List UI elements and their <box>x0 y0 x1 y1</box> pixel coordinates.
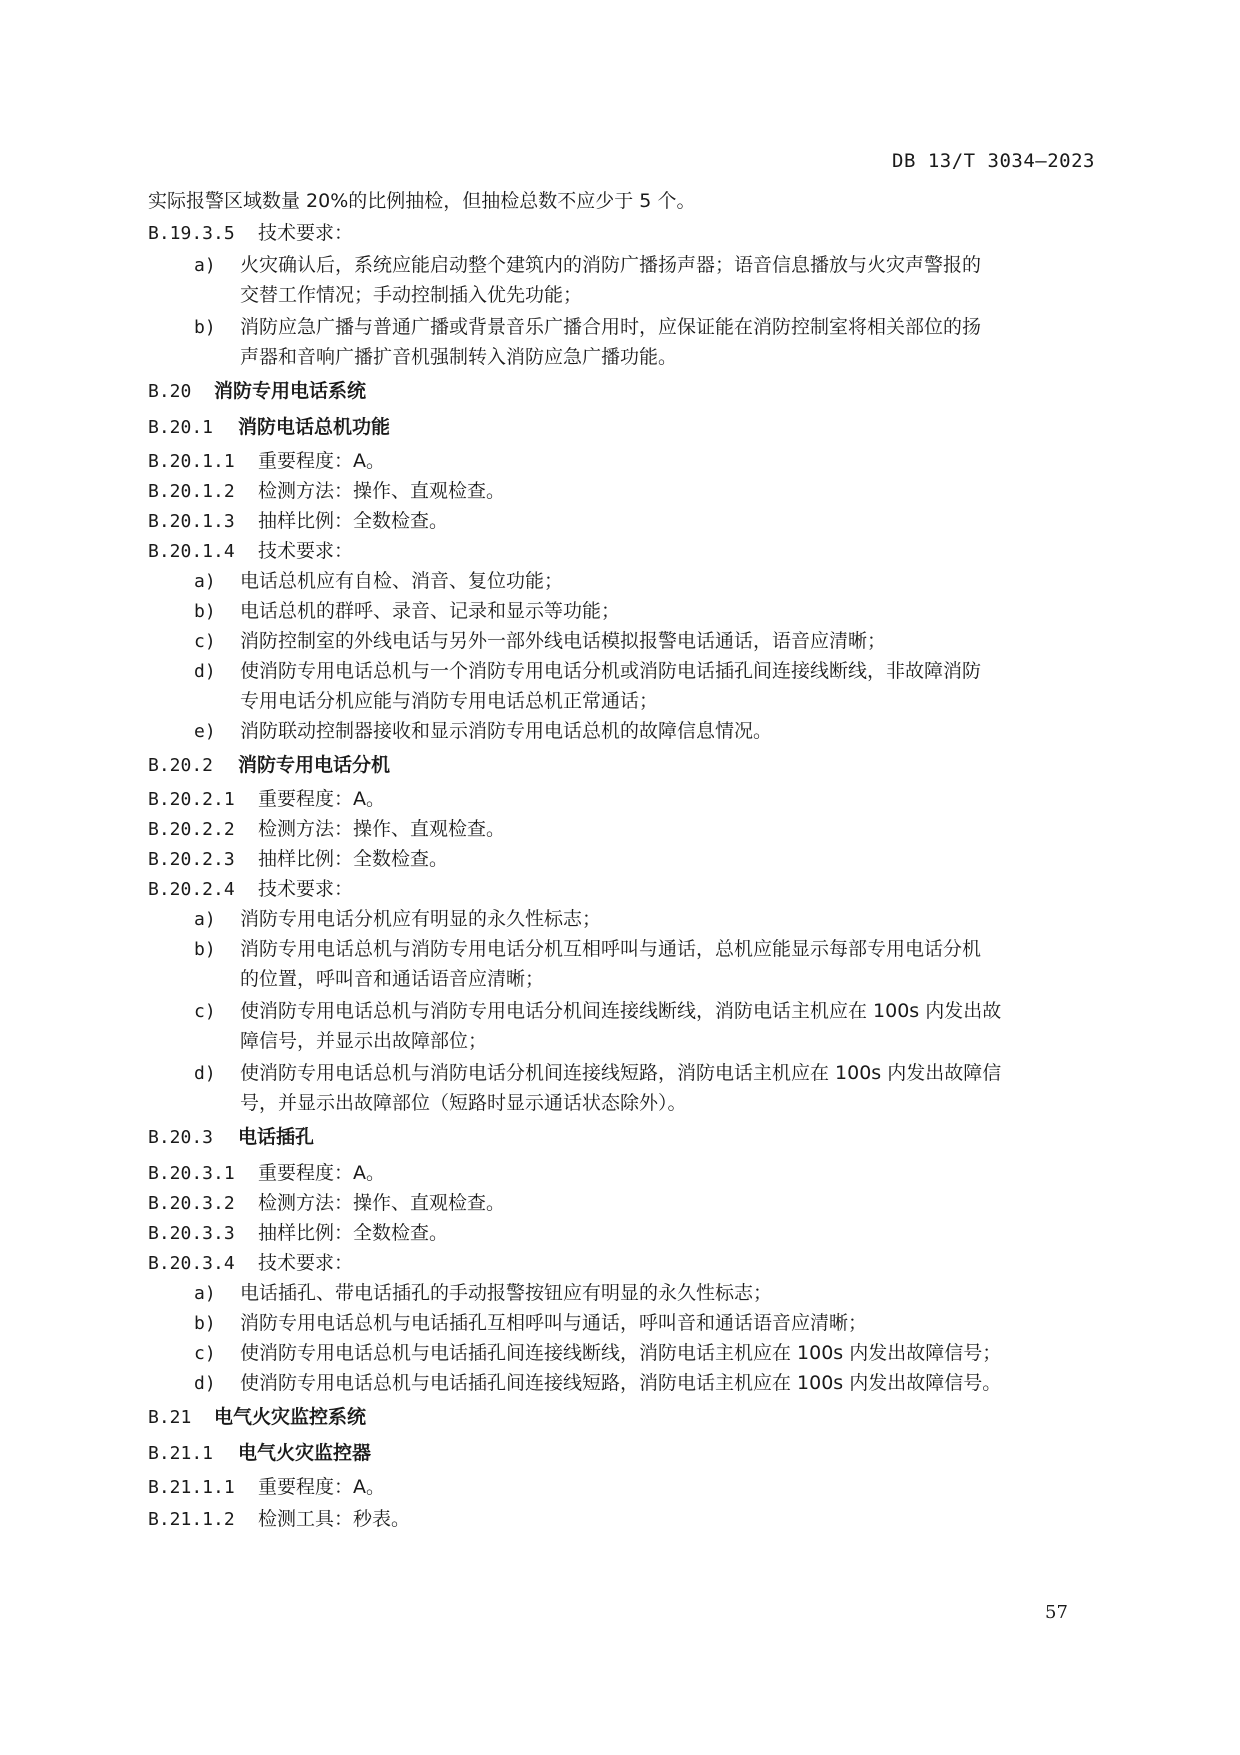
list-item <box>194 1000 1001 1023</box>
list-item <box>194 1312 867 1335</box>
list-item <box>194 570 563 593</box>
clause-item <box>148 1252 353 1275</box>
clause-number: a) <box>194 571 216 592</box>
clause-text: 使消防专用电话总机与电话插孔间连接线短路，消防电话主机应在 100s 内发出故障信号。 <box>240 1372 1002 1394</box>
text-line <box>240 346 677 369</box>
clause-text: 重要程度：A。 <box>258 450 385 472</box>
clause-text: 消防专用电话总机与消防专用电话分机互相呼叫与通话，总机应能显示每部专用电话分机 <box>240 938 982 960</box>
clause-number: a) <box>194 909 216 930</box>
clause-text: 技术要求： <box>258 540 354 562</box>
clause-text: 电话总机的群呼、录音、记录和显示等功能； <box>240 600 621 622</box>
list-item <box>194 630 886 653</box>
clause-text: 使消防专用电话总机与消防专用电话分机间连接线断线，消防电话主机应在 100s 内发出故 <box>240 1000 1002 1022</box>
clause-number: B.20.2.1 <box>148 789 235 810</box>
clause-text: 消防专用电话分机 <box>238 754 391 776</box>
text-line <box>240 690 658 713</box>
clause-number: c) <box>194 1001 216 1022</box>
clause-number: B.20.2.3 <box>148 849 235 870</box>
clause-item <box>148 818 505 841</box>
clause-item <box>148 480 505 503</box>
clause-text: 实际报警区域数量 20%的比例抽检，但抽检总数不应少于 5 个。 <box>148 190 696 212</box>
clause-item <box>148 788 385 811</box>
clause-number: B.19.3.5 <box>148 223 235 244</box>
clause-text: 电话插孔 <box>238 1126 315 1148</box>
clause-text: 火灾确认后，系统应能启动整个建筑内的消防广播扬声器；语音信息播放与火灾声警报的 <box>240 254 982 276</box>
clause-number: e) <box>194 721 216 742</box>
document-code: DB 13/T 3034—2023 <box>892 150 1095 172</box>
list-item <box>194 1342 1001 1365</box>
clause-text: 声器和音响广播扩音机强制转入消防应急广播功能。 <box>240 346 678 368</box>
clause-number: d) <box>194 661 216 682</box>
list-item <box>194 660 981 683</box>
list-item <box>194 908 601 931</box>
clause-text: 技术要求： <box>258 1252 354 1274</box>
clause-item <box>148 848 448 871</box>
clause-item <box>148 1192 505 1215</box>
section-heading <box>148 754 390 777</box>
clause-number: B.20.3.4 <box>148 1253 235 1274</box>
clause-text: 障信号，并显示出故障部位； <box>240 1030 488 1052</box>
clause-text: 消防联动控制器接收和显示消防专用电话总机的故障信息情况。 <box>240 720 773 742</box>
text-line <box>240 284 582 307</box>
page-number: 57 <box>1045 1602 1068 1623</box>
clause-text: 技术要求： <box>258 878 354 900</box>
list-item <box>194 316 981 339</box>
clause-text: 消防电话总机功能 <box>238 416 391 438</box>
clause-number: B.21.1.2 <box>148 1509 235 1530</box>
clause-text: 消防应急广播与普通广播或背景音乐广播合用时，应保证能在消防控制室将相关部位的扬 <box>240 316 982 338</box>
list-item <box>194 720 772 743</box>
list-item <box>194 600 620 623</box>
clause-item <box>148 1222 448 1245</box>
clause-text: 交替工作情况；手动控制插入优先功能； <box>240 284 583 306</box>
clause-number: B.20.3 <box>148 1127 214 1148</box>
section-heading <box>148 380 366 403</box>
clause-number: d) <box>194 1063 216 1084</box>
section-heading <box>148 1126 314 1149</box>
clause-number: a) <box>194 255 216 276</box>
clause-number: B.20.2.4 <box>148 879 235 900</box>
clause-item <box>148 450 385 473</box>
clause-text: 使消防专用电话总机与电话插孔间连接线断线，消防电话主机应在 100s 内发出故障信号； <box>240 1342 1002 1364</box>
clause-text: 抽样比例：全数检查。 <box>258 1222 449 1244</box>
clause-number: B.20.2 <box>148 755 214 776</box>
clause-text: 消防专用电话总机与电话插孔互相呼叫与通话，呼叫音和通话语音应清晰； <box>240 1312 868 1334</box>
list-item <box>194 254 981 277</box>
text-line <box>240 1030 487 1053</box>
clause-text: 电话总机应有自检、消音、复位功能； <box>240 570 564 592</box>
list-item <box>194 1282 772 1305</box>
clause-number: B.20.1.3 <box>148 511 235 532</box>
clause-number: a) <box>194 1283 216 1304</box>
clause-item <box>148 1162 385 1185</box>
clause-number: B.20.1 <box>148 417 214 438</box>
clause-text: 号，并显示出故障部位（短路时显示通话状态除外）。 <box>240 1092 687 1114</box>
list-item <box>194 1062 1001 1085</box>
clause-number: B.20 <box>148 381 192 402</box>
list-item <box>194 938 981 961</box>
clause-number: B.21 <box>148 1407 192 1428</box>
list-item <box>194 1372 1001 1395</box>
clause-text: 抽样比例：全数检查。 <box>258 510 449 532</box>
clause-number: B.20.1.1 <box>148 451 235 472</box>
clause-text: 的位置，呼叫音和通话语音应清晰； <box>240 968 545 990</box>
clause-number: B.21.1.1 <box>148 1477 235 1498</box>
clause-number: c) <box>194 1343 216 1364</box>
text-line <box>148 190 695 213</box>
clause-number: B.20.3.1 <box>148 1163 235 1184</box>
clause-item <box>148 1476 385 1499</box>
clause-text: 抽样比例：全数检查。 <box>258 848 449 870</box>
clause-text: 消防专用电话分机应有明显的永久性标志； <box>240 908 602 930</box>
clause-text: 技术要求： <box>258 222 354 244</box>
clause-text: 使消防专用电话总机与消防电话分机间连接线短路，消防电话主机应在 100s 内发出故障信 <box>240 1062 1002 1084</box>
section-heading <box>148 1442 371 1465</box>
clause-text: 电气火灾监控器 <box>238 1442 372 1464</box>
clause-text: 检测方法：操作、直观检查。 <box>258 480 506 502</box>
clause-number: d) <box>194 1373 216 1394</box>
section-heading <box>148 1406 366 1429</box>
clause-number: B.20.3.2 <box>148 1193 235 1214</box>
clause-item <box>148 878 353 901</box>
clause-text: 重要程度：A。 <box>258 788 385 810</box>
clause-number: B.20.3.3 <box>148 1223 235 1244</box>
clause-text: 检测方法：操作、直观检查。 <box>258 1192 506 1214</box>
clause-item <box>148 510 448 533</box>
clause-text: 电气火灾监控系统 <box>214 1406 367 1428</box>
clause-text: 重要程度：A。 <box>258 1162 385 1184</box>
clause-number: b) <box>194 939 216 960</box>
section-heading <box>148 416 390 439</box>
clause-number: c) <box>194 631 216 652</box>
clause-number: b) <box>194 317 216 338</box>
clause-text: 消防专用电话系统 <box>214 380 367 402</box>
clause-item <box>148 1508 410 1531</box>
clause-item <box>148 540 353 563</box>
clause-number: B.20.1.4 <box>148 541 235 562</box>
text-line <box>240 1092 687 1115</box>
clause-number: b) <box>194 1313 216 1334</box>
clause-text: 重要程度：A。 <box>258 1476 385 1498</box>
clause-text: 使消防专用电话总机与一个消防专用电话分机或消防电话插孔间连接线断线，非故障消防 <box>240 660 982 682</box>
clause-text: 电话插孔、带电话插孔的手动报警按钮应有明显的永久性标志； <box>240 1282 773 1304</box>
clause-number: B.20.1.2 <box>148 481 235 502</box>
text-line <box>240 968 544 991</box>
clause-number: B.21.1 <box>148 1443 214 1464</box>
clause-number: B.20.2.2 <box>148 819 235 840</box>
clause-text: 检测方法：操作、直观检查。 <box>258 818 506 840</box>
clause-text: 专用电话分机应能与消防专用电话总机正常通话； <box>240 690 659 712</box>
clause-text: 检测工具：秒表。 <box>258 1508 411 1530</box>
clause-text: 消防控制室的外线电话与另外一部外线电话模拟报警电话通话，语音应清晰； <box>240 630 887 652</box>
clause-item <box>148 222 353 245</box>
clause-number: b) <box>194 601 216 622</box>
